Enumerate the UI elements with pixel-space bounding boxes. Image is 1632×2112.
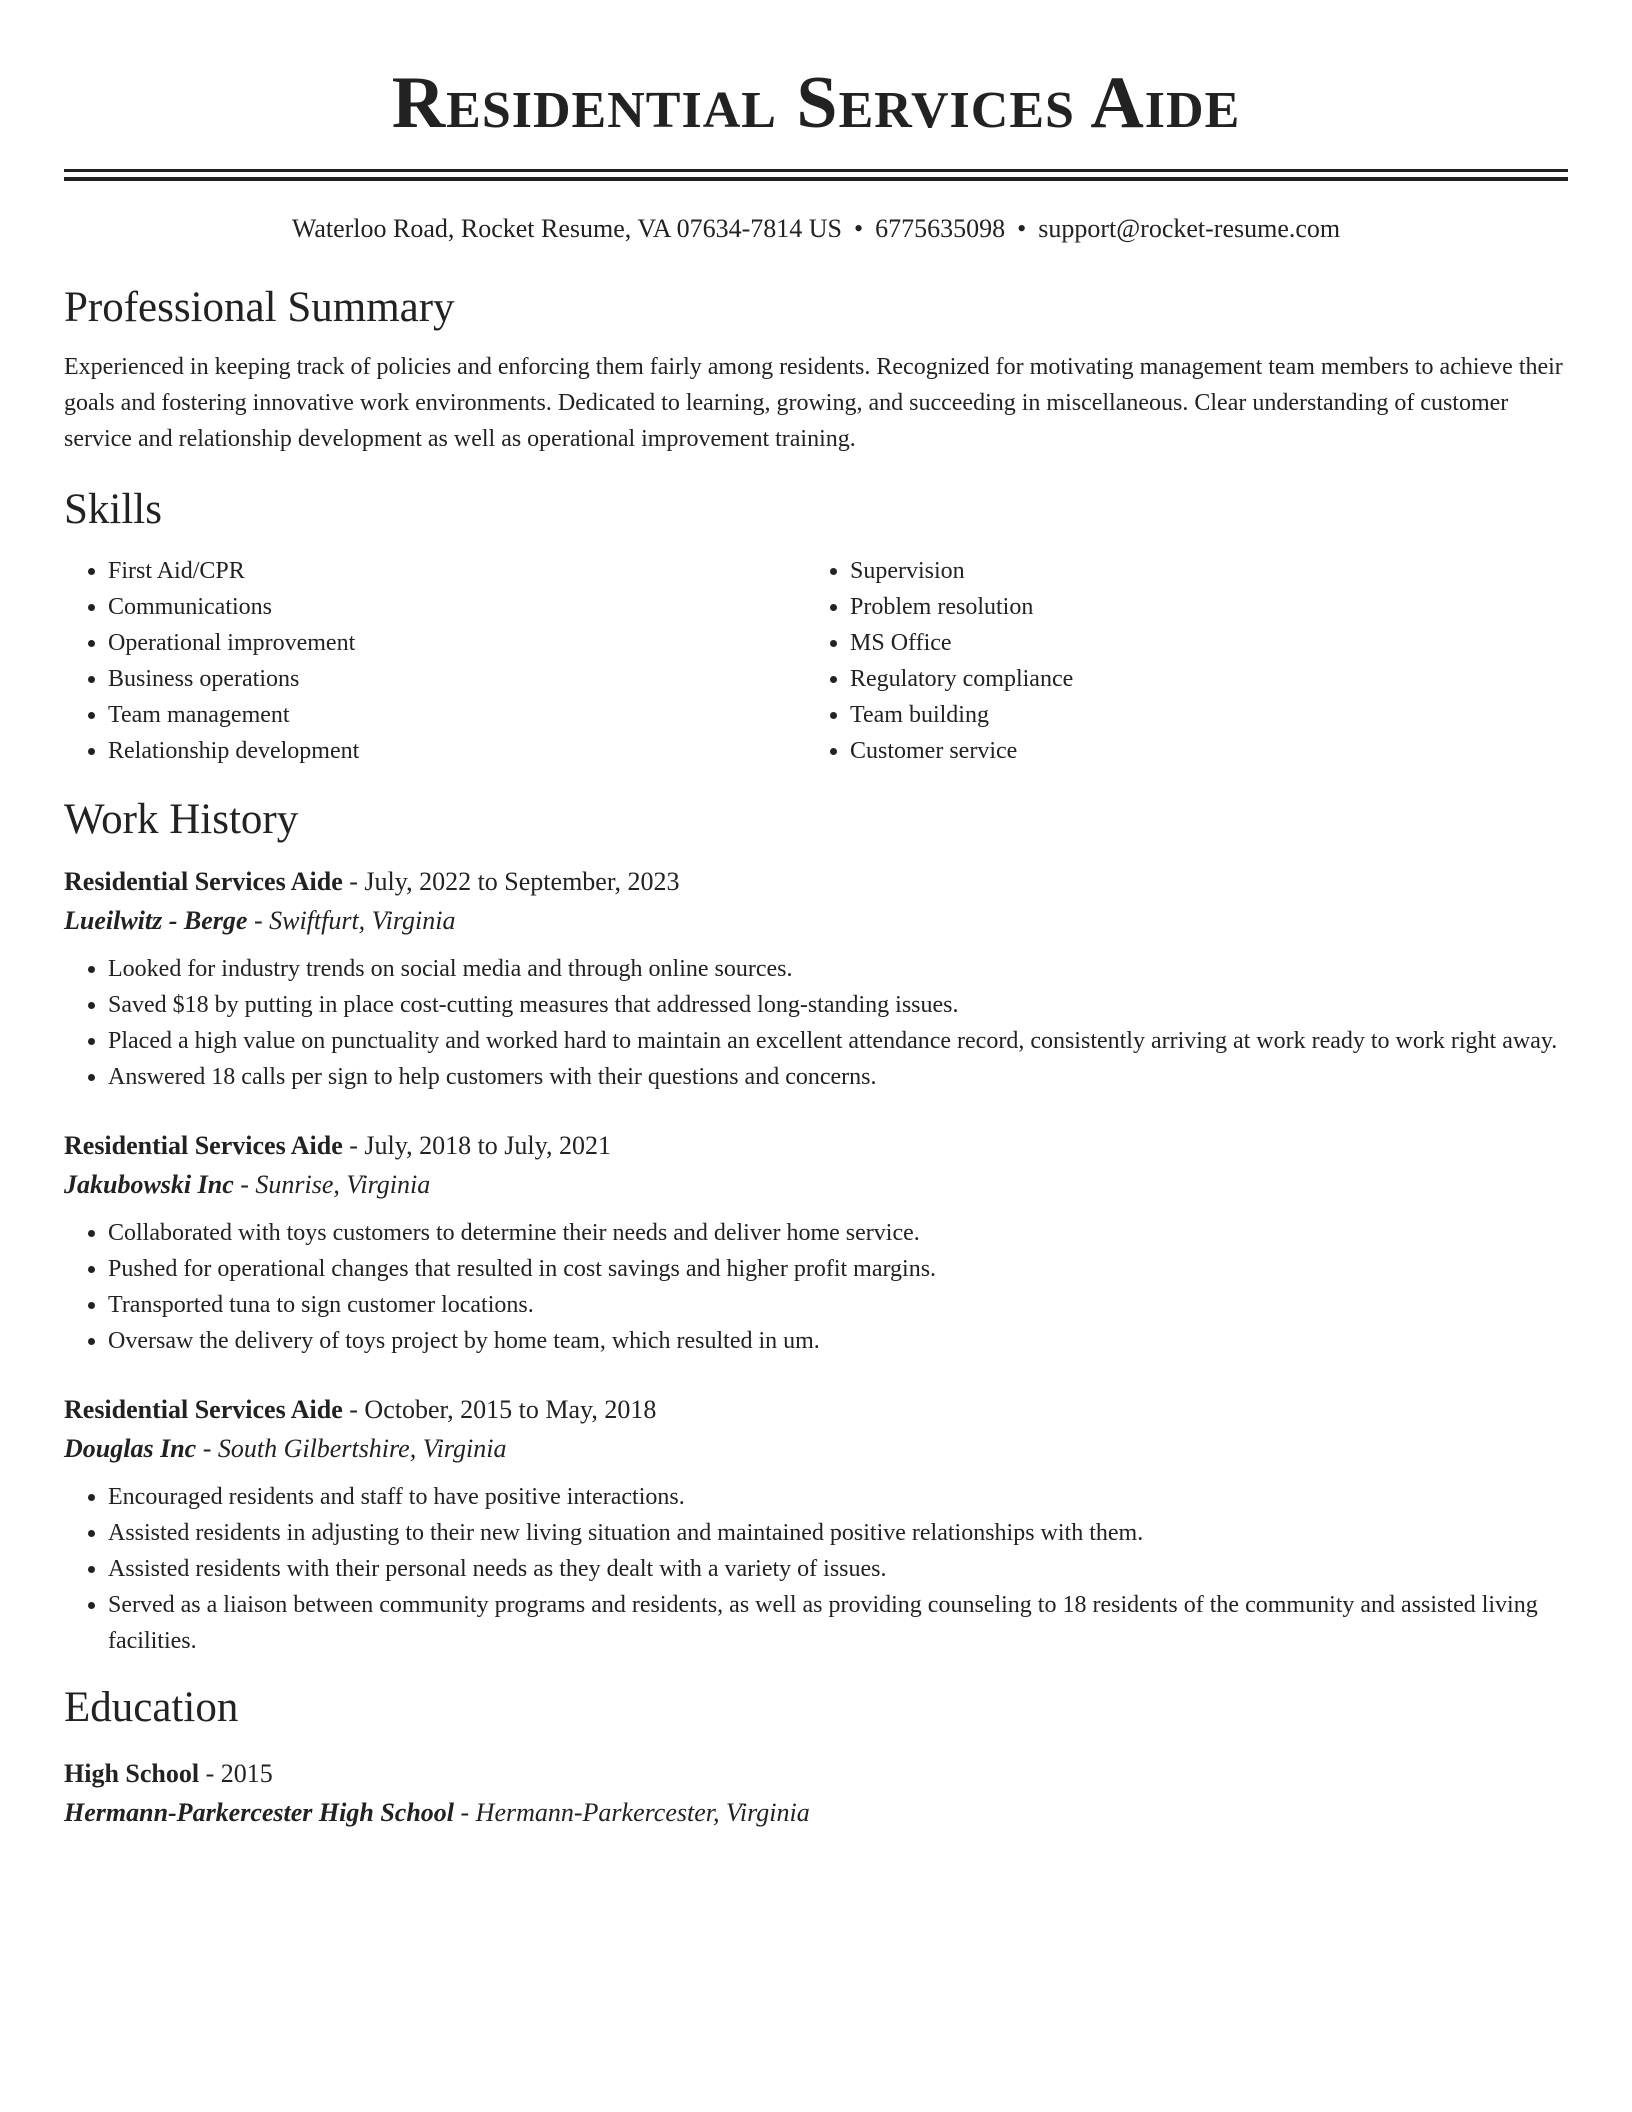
skill-item: • Regulatory compliance <box>850 661 1556 697</box>
contact-address: Waterloo Road, Rocket Resume, VA 07634-7814 US <box>291 214 842 243</box>
skill-item: • Relationship development <box>108 733 806 769</box>
skill-item: • Communications <box>108 589 806 625</box>
header-double-rule <box>64 169 1568 181</box>
job-bullets <box>64 951 1568 1095</box>
education-degree: High School <box>64 1759 200 1788</box>
education-heading <box>64 1755 1568 1793</box>
job-heading <box>64 1127 1568 1165</box>
skill-item: • Team management <box>108 697 806 733</box>
skill-item: • First Aid/CPR <box>108 553 806 589</box>
skill-item: • Team building <box>850 697 1556 733</box>
job-heading <box>64 863 1568 901</box>
job-company-line <box>64 1165 1568 1205</box>
job-role: Residential Services Aide <box>64 1131 343 1160</box>
education-school: Hermann-Parkercester High School <box>64 1798 455 1827</box>
job-location: - Sunrise, Virginia <box>233 1170 431 1199</box>
resume-name: Residential Services Aide <box>391 62 1241 144</box>
skill-item: • Business operations <box>108 661 806 697</box>
job-dates: - July, 2018 to July, 2021 <box>342 1131 611 1160</box>
job-company: Douglas Inc <box>64 1434 197 1463</box>
job-company: Jakubowski Inc <box>64 1170 234 1199</box>
section-title-work-history: Work History <box>64 796 299 843</box>
skill-item: • Supervision <box>850 553 1556 589</box>
job-location: - Swiftfurt, Virginia <box>247 906 456 935</box>
job-bullet: • Saved $18 by putting in place cost-cutting measures that addressed long-standing issues. <box>108 987 1568 1023</box>
skills-list-left <box>64 553 806 769</box>
job-heading <box>64 1391 1568 1429</box>
education-location: - Hermann-Parkercester, Virginia <box>454 1798 810 1827</box>
contact-line <box>64 211 1568 247</box>
section-title-education: Education <box>64 1684 239 1731</box>
job-location: - South Gilbertshire, Virginia <box>196 1434 507 1463</box>
job-bullet: • Pushed for operational changes that resulted in cost savings and higher profit margins. <box>108 1251 1568 1287</box>
job-role: Residential Services Aide <box>64 1395 343 1424</box>
contact-email: support@rocket-resume.com <box>1038 214 1341 243</box>
skills-list-right <box>806 553 1556 769</box>
job-entry <box>64 1127 1568 1359</box>
job-bullets <box>64 1479 1568 1659</box>
contact-phone: 6775635098 <box>875 214 1006 243</box>
skill-item: • MS Office <box>850 625 1556 661</box>
job-bullet: • Collaborated with toys customers to determine their needs and deliver home service. <box>108 1215 1568 1251</box>
job-bullet: • Looked for industry trends on social media and through online sources. <box>108 951 1568 987</box>
job-company: Lueilwitz - Berge <box>64 906 248 935</box>
skill-item: • Operational improvement <box>108 625 806 661</box>
job-entry <box>64 863 1568 1095</box>
education-entry <box>64 1755 1568 1833</box>
education-school-line <box>64 1793 1568 1833</box>
job-dates: - October, 2015 to May, 2018 <box>342 1395 657 1424</box>
job-bullet: • Answered 18 calls per sign to help customers with their questions and concerns. <box>108 1059 1568 1095</box>
job-bullet: • Served as a liaison between community programs and residents, as well as providing counseling to 18 residents of the community and assisted living facilities. <box>108 1587 1568 1659</box>
job-entry <box>64 1391 1568 1659</box>
job-company-line <box>64 901 1568 941</box>
skill-item: • Customer service <box>850 733 1556 769</box>
skills-columns <box>64 553 1568 769</box>
contact-separator: • <box>1017 214 1027 243</box>
section-title-summary: Professional Summary <box>64 284 455 331</box>
job-role: Residential Services Aide <box>64 867 343 896</box>
job-company-line <box>64 1429 1568 1469</box>
summary-text: Experienced in keeping track of policies and enforcing them fairly among residents. Recognized for motivating management team members to achieve their goals and fostering innovative work environments. Dedicated to learning, growing, and succeeding in miscellaneous. Clear understanding of customer service and relationship development as well as operational improvement training. <box>64 354 1563 452</box>
job-dates: - July, 2022 to September, 2023 <box>342 867 680 896</box>
job-bullet: • Encouraged residents and staff to have positive interactions. <box>108 1479 1568 1515</box>
education-year: - 2015 <box>199 1759 273 1788</box>
section-title-skills: Skills <box>64 486 162 533</box>
job-bullet: • Assisted residents in adjusting to their new living situation and maintained positive relationships with them. <box>108 1515 1568 1551</box>
job-bullet: • Placed a high value on punctuality and worked hard to maintain an excellent attendance record, consistently arriving at work ready to work right away. <box>108 1023 1568 1059</box>
job-bullet: • Transported tuna to sign customer locations. <box>108 1287 1568 1323</box>
skill-item: • Problem resolution <box>850 589 1556 625</box>
job-bullets <box>64 1215 1568 1359</box>
job-bullet: • Assisted residents with their personal needs as they dealt with a variety of issues. <box>108 1551 1568 1587</box>
job-bullet: • Oversaw the delivery of toys project by home team, which resulted in um. <box>108 1323 1568 1359</box>
contact-separator: • <box>854 214 864 243</box>
